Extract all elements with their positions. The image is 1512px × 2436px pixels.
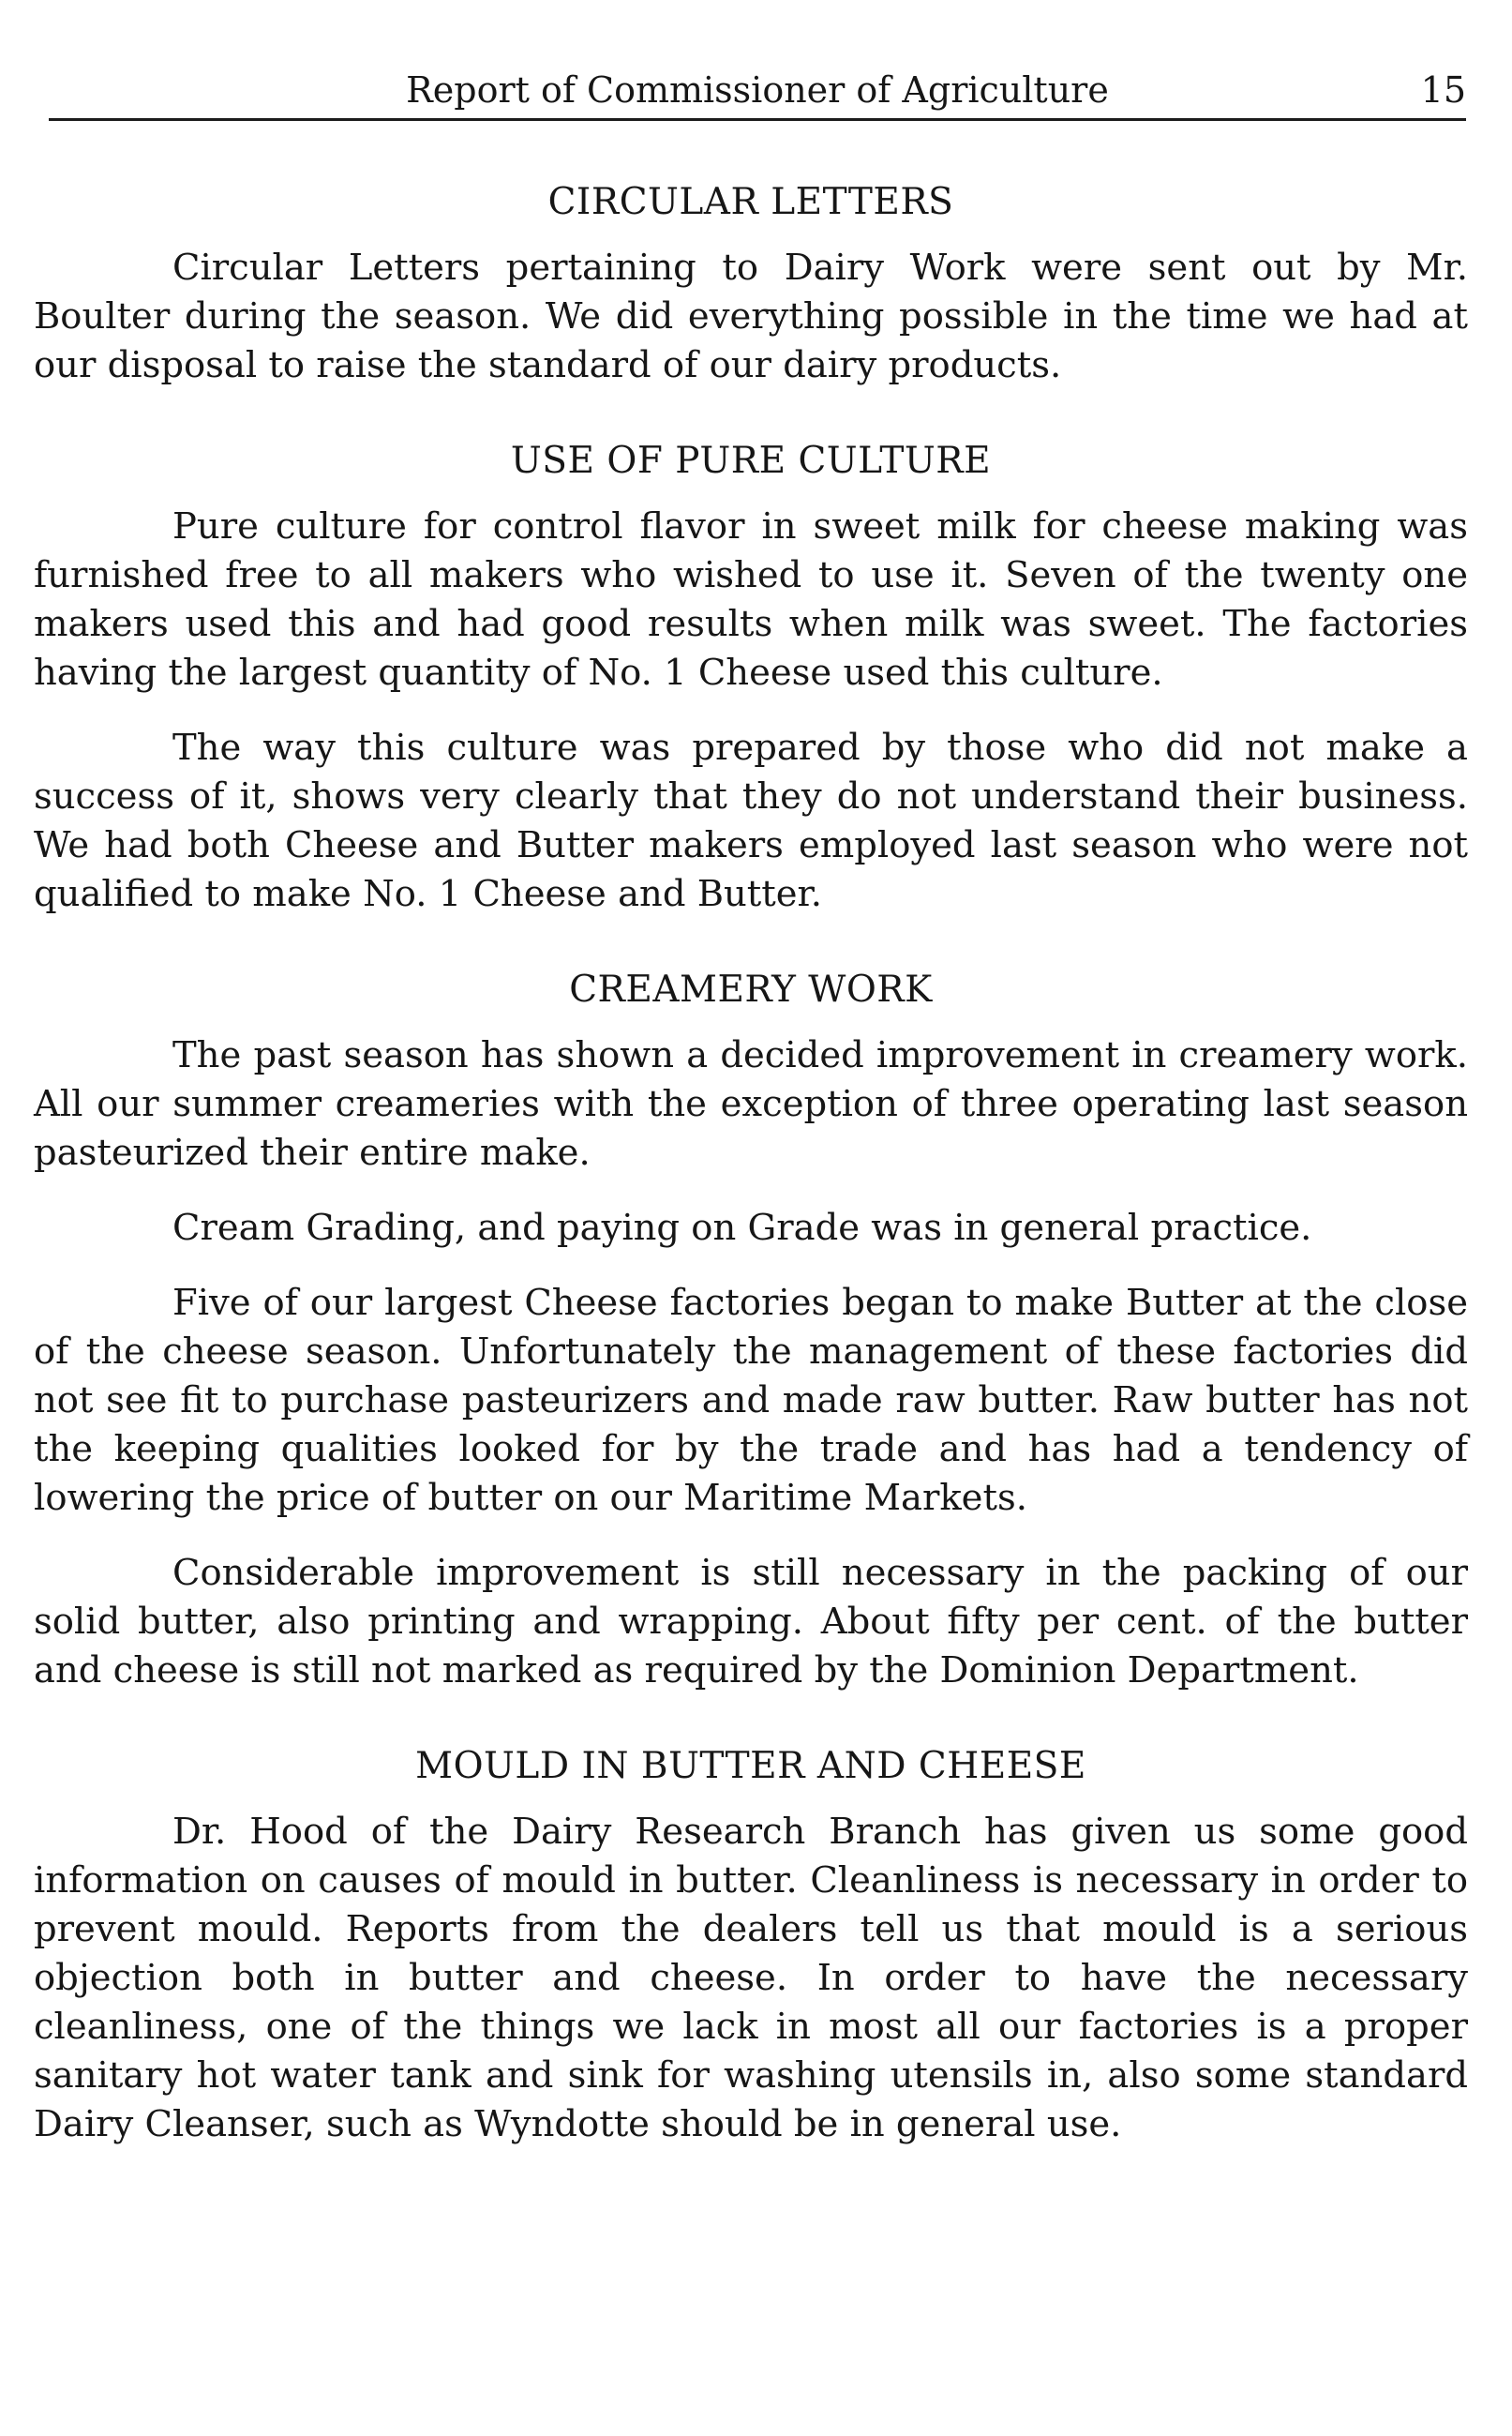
section-circular-letters: [34, 178, 1468, 390]
running-title: Report of Commissioner of Agriculture: [406, 69, 1109, 111]
paragraph: Dr. Hood of the Dairy Research Branch has given us some good information on causes of mould in butter. Cleanliness is necessary in order to prevent mould. Reports from the dealers tell us that mould is a serious objection both in butter and cheese. In order to have the necessary cleanliness, one of the things we lack in most all our factories is a proper sanitary hot water tank and sink for washing utensils in, also some standard Dairy Cleanser, such as Wyndotte should be in general use.: [34, 1811, 1468, 2145]
section-heading: CIRCULAR LETTERS: [547, 181, 954, 223]
paragraph: Five of our largest Cheese factories began to make Butter at the close of the cheese season. Unfortunately the management of these factories did not see fit to purchase pasteurizers and made raw butter. Raw butter has not the keeping qualities looked for by the trade and has had a tendency of lowering the price of butter on our Maritime Markets.: [34, 1282, 1468, 1519]
running-header: [49, 64, 1466, 120]
page-body: [34, 178, 1468, 2149]
paragraph: Cream Grading, and paying on Grade was in general practice.: [172, 1207, 1312, 1249]
section-heading: CREAMERY WORK: [569, 969, 933, 1011]
paragraph: The way this culture was prepared by those who did not make a success of it, shows very clearly that they do not understand their business. We had both Cheese and Butter makers employed last season who were not qualified to make No. 1 Cheese and Butter.: [34, 727, 1468, 915]
section-use-of-pure-culture: [34, 437, 1468, 919]
page-number: 15: [1420, 69, 1466, 111]
section-mould-in-butter-and-cheese: [34, 1742, 1468, 2149]
header-rule: [49, 118, 1466, 121]
paragraph: Circular Letters pertaining to Dairy Work were sent out by Mr. Boulter during the season. We did everything possible in the time we had at our disposal to raise the standard of our dairy products.: [34, 247, 1468, 386]
paragraph: Considerable improvement is still necessary in the packing of our solid butter, also printing and wrapping. About fifty per cent. of the butter and cheese is still not marked as required by the Dominion Department.: [34, 1552, 1468, 1692]
paragraph: The past season has shown a decided improvement in creamery work. All our summer creameries with the exception of three operating last season pasteurized their entire make.: [34, 1034, 1468, 1174]
paragraph: Pure culture for control flavor in sweet milk for cheese making was furnished free to all makers who wished to use it. Seven of the twenty one makers used this and had good results when milk was sweet. The factories having the largest quantity of No. 1 Cheese used this culture.: [34, 505, 1468, 694]
section-heading: MOULD IN BUTTER AND CHEESE: [415, 1745, 1086, 1787]
section-heading: USE OF PURE CULTURE: [510, 440, 992, 482]
section-creamery-work: [34, 966, 1468, 1695]
